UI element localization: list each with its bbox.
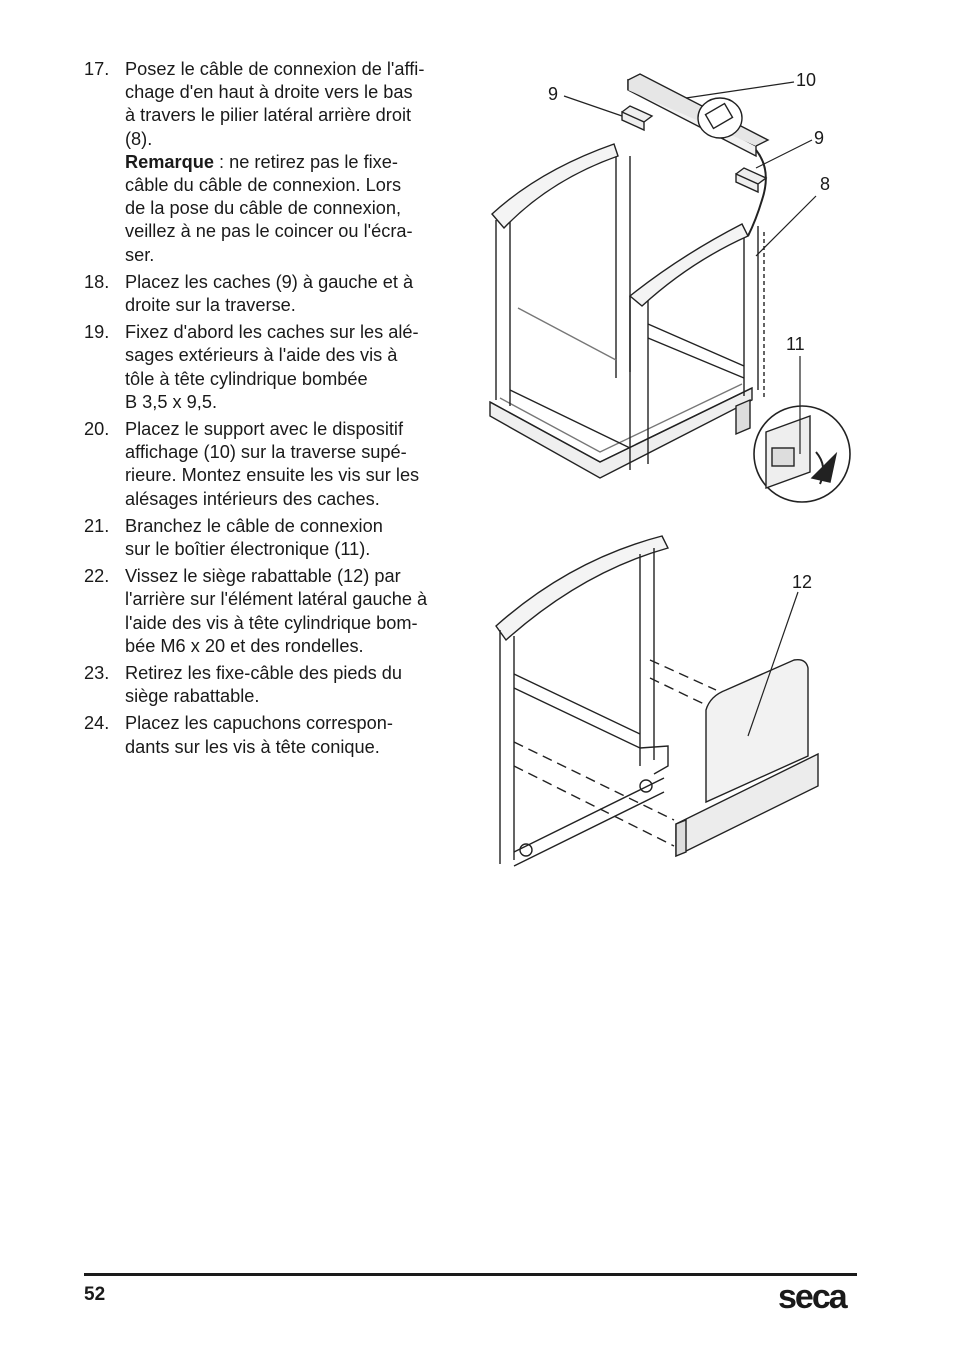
- step-number: 21.: [84, 515, 110, 536]
- page-number: 52: [84, 1284, 106, 1305]
- callout-side-pillar: 8: [820, 174, 831, 194]
- step-24: [84, 712, 456, 758]
- step-number: 24.: [84, 713, 110, 734]
- step-text-line: (8).: [125, 128, 153, 149]
- step-text-line: chage d'en haut à droite vers le bas: [125, 82, 413, 103]
- step-text-line: sur le boîtier électronique (11).: [125, 539, 371, 560]
- step-text-line: l'arrière sur l'élément latéral gauche à: [125, 589, 428, 610]
- step-18: [84, 271, 456, 317]
- step-text-line: alésages intérieurs des caches.: [125, 488, 380, 509]
- step-text-line: l'aide des vis à tête cylindrique bom-: [125, 612, 418, 633]
- step-22: [84, 565, 456, 658]
- callout-folding-seat: 12: [792, 572, 813, 592]
- note-text-line: de la pose du câble de connexion,: [125, 198, 402, 219]
- step-text-line: B 3,5 x 9,5.: [125, 391, 218, 412]
- step-text-line: affichage (10) sur la traverse supé-: [125, 442, 407, 463]
- step-text-line: à travers le pilier latéral arrière droit: [125, 105, 412, 126]
- footer-rule: [84, 1273, 857, 1276]
- step-text-line: Fixez d'abord les caches sur les alé-: [125, 322, 419, 343]
- step-17: [84, 58, 456, 267]
- step-text-line: Posez le câble de connexion de l'affi-: [125, 59, 425, 79]
- instruction-steps: [84, 58, 456, 763]
- step-21: [84, 515, 456, 561]
- step-text-line: Placez les caches (9) à gauche et à: [125, 271, 414, 292]
- step-text-line: siège rabattable.: [125, 686, 260, 707]
- step-text-line: droite sur la traverse.: [125, 295, 296, 316]
- note-text-line: ser.: [125, 244, 155, 265]
- seca-logo: [778, 1278, 858, 1314]
- step-text-line: bée M6 x 20 et des rondelles.: [125, 635, 364, 656]
- step-23: [84, 662, 456, 708]
- assembly-figure-display: [480, 60, 870, 520]
- assembly-drawing-display: [480, 60, 870, 520]
- step-number: 20.: [84, 419, 110, 440]
- note-text-line: veillez à ne pas le coincer ou l'écra-: [125, 221, 413, 242]
- step-text-line: dants sur les vis à tête conique.: [125, 736, 380, 757]
- step-text-line: tôle à tête cylindrique bombée: [125, 368, 368, 389]
- assembly-figure-seat: [490, 530, 830, 875]
- step-number: 19.: [84, 322, 110, 343]
- step-text-line: Retirez les fixe-câble des pieds du: [125, 663, 402, 684]
- step-number: 18.: [84, 271, 110, 292]
- note-text-line: câble du câble de connexion. Lors: [125, 175, 402, 196]
- note-label: Remarque: [125, 151, 214, 172]
- step-text-line: rieure. Montez ensuite les vis sur les: [125, 465, 420, 486]
- callout-electronics-box: 11: [786, 334, 805, 354]
- step-20: [84, 418, 456, 511]
- callout-display-support: 10: [796, 70, 817, 90]
- note-first-line: [125, 151, 456, 174]
- seca-logo-wordmark: seca: [778, 1278, 846, 1314]
- step-number: 23.: [84, 663, 110, 684]
- callout-caps-right: 9: [814, 128, 825, 148]
- step-text-line: sages extérieurs à l'aide des vis à: [125, 345, 398, 366]
- step-number: 17.: [84, 59, 110, 79]
- callout-caps-left: 9: [548, 84, 559, 104]
- step-number: 22.: [84, 566, 110, 587]
- step-text-line: Branchez le câble de connexion: [125, 515, 383, 536]
- step-19: [84, 321, 456, 414]
- note-text: : ne retirez pas le fixe-: [213, 151, 398, 172]
- step-text-line: Placez les capuchons correspon-: [125, 713, 393, 734]
- step-text-line: Vissez le siège rabattable (12) par: [125, 566, 401, 587]
- step-text-line: Placez le support avec le dispositif: [125, 419, 404, 440]
- assembly-drawing-seat: [490, 530, 830, 875]
